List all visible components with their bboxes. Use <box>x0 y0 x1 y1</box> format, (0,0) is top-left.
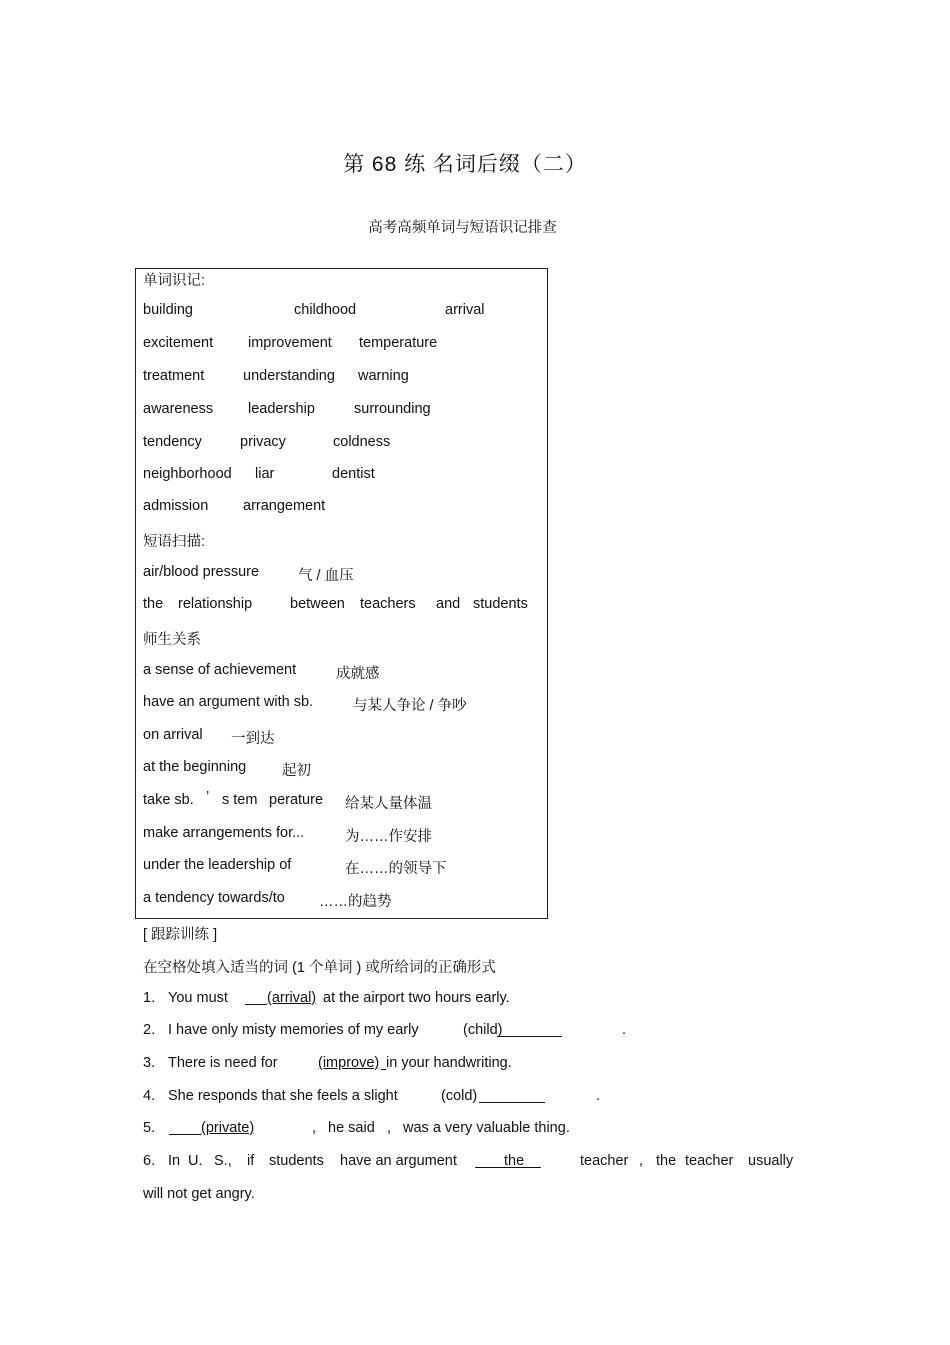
phrase-zh: 与某人争论 / 争吵 <box>353 698 467 714</box>
vocab-word: building <box>143 302 193 318</box>
vocab-word: excitement <box>143 335 214 351</box>
word-hint: (cold) <box>441 1088 478 1104</box>
vocab-word: coldness <box>333 434 391 450</box>
vocab-word: tendency <box>143 434 202 450</box>
phrase-zh: 师生关系 <box>143 632 201 648</box>
section-heading: [ 跟踪训练 ] <box>143 927 218 943</box>
phrase-en: under the leadership of <box>143 857 292 873</box>
answer-blank[interactable] <box>479 1088 545 1103</box>
vocab-word: warning <box>358 368 409 384</box>
question-text: at the airport two hours early. <box>323 990 510 1006</box>
phrase-en-part: ’ <box>206 789 210 805</box>
question-end: . <box>622 1022 627 1038</box>
phrase-zh: ……的趋势 <box>319 894 392 910</box>
question-text: was a very valuable thing. <box>403 1120 570 1136</box>
question-number: 6. <box>143 1153 156 1169</box>
question-text: There is need for <box>168 1055 278 1071</box>
question-word: usually <box>748 1153 794 1169</box>
vocab-word: understanding <box>243 368 335 384</box>
phrase-word: relationship <box>178 596 253 612</box>
phrase-en: air/blood pressure <box>143 564 260 580</box>
word-hint: (private) <box>201 1120 255 1136</box>
question-text: in your handwriting. <box>386 1055 512 1071</box>
question-text: You must <box>168 990 228 1006</box>
instruction-text: 在空格处填入适当的词 (1 个单词 ) 或所给词的正确形式 <box>143 960 496 976</box>
phrase-en-part: s tem <box>222 792 258 808</box>
phrase-en-part: take sb. <box>143 792 194 808</box>
question-text: She responds that she feels a slight <box>168 1088 398 1104</box>
vocab-word: neighborhood <box>143 466 232 482</box>
phrase-en-part: perature <box>269 792 324 808</box>
phrase-en: at the beginning <box>143 759 247 775</box>
question-word: teacher <box>580 1153 629 1169</box>
phrase-en: a sense of achievement <box>143 662 297 678</box>
phrase-zh: 一到达 <box>231 731 275 747</box>
phrase-en: a tendency towards/to <box>143 890 285 906</box>
phrase-word: and <box>436 596 461 612</box>
vocab-word: privacy <box>240 434 286 450</box>
question-text: he said <box>328 1120 375 1136</box>
question-word: students <box>269 1153 324 1169</box>
question-word: U. <box>188 1153 203 1169</box>
question-number: 4. <box>143 1088 156 1104</box>
page-subtitle: 高考高频单词与短语识记排查 <box>368 220 557 236</box>
vocab-word: liar <box>255 466 275 482</box>
vocab-word: awareness <box>143 401 214 417</box>
phrase-word: between <box>290 596 345 612</box>
phrase-zh: 给某人量体温 <box>345 796 432 812</box>
answer-blank[interactable] <box>497 1022 562 1037</box>
vocab-word: childhood <box>294 302 357 318</box>
question-word: teacher <box>685 1153 734 1169</box>
question-word: have an argument <box>340 1153 457 1169</box>
question-word: the <box>656 1153 677 1169</box>
word-hint: (child) <box>463 1022 503 1038</box>
question-text: , <box>387 1120 392 1136</box>
question-word: S., <box>214 1153 232 1169</box>
question-number: 2. <box>143 1022 156 1038</box>
word-hint: (improve) <box>318 1055 380 1071</box>
question-text: , <box>312 1120 317 1136</box>
phrase-zh: 成就感 <box>336 666 380 682</box>
vocab-heading: 单词识记: <box>143 273 206 289</box>
vocab-box <box>135 268 548 919</box>
phrase-zh: 起初 <box>282 763 311 779</box>
question-number: 5. <box>143 1120 156 1136</box>
page-title: 第 68 练 名词后缀（二） <box>343 153 587 176</box>
vocab-word: treatment <box>143 368 205 384</box>
question-word: if <box>247 1153 255 1169</box>
phrase-en: on arrival <box>143 727 203 743</box>
phrases-heading: 短语扫描: <box>143 534 206 550</box>
vocab-word: surrounding <box>354 401 431 417</box>
phrase-word: the <box>143 596 164 612</box>
phrase-zh: 在……的领导下 <box>345 861 447 877</box>
question-end: . <box>596 1088 601 1104</box>
filled-answer: the <box>504 1153 525 1169</box>
phrase-word: students <box>473 596 528 612</box>
phrase-zh: 气 / 血压 <box>298 568 354 584</box>
phrase-en: have an argument with sb. <box>143 694 314 710</box>
vocab-word: dentist <box>332 466 375 482</box>
phrase-en: make arrangements for... <box>143 825 305 841</box>
phrase-zh: 为……作安排 <box>345 829 432 845</box>
answer-blank[interactable] <box>169 1120 201 1135</box>
vocab-word: admission <box>143 498 209 514</box>
vocab-word: improvement <box>248 335 332 351</box>
vocab-word: leadership <box>248 401 315 417</box>
question-number: 1. <box>143 990 156 1006</box>
question-number: 3. <box>143 1055 156 1071</box>
question-text: will not get angry. <box>143 1186 255 1202</box>
vocab-word: arrangement <box>243 498 326 514</box>
question-word: In <box>168 1153 181 1169</box>
vocab-word: temperature <box>359 335 438 351</box>
question-word: , <box>639 1153 644 1169</box>
word-hint: (arrival) <box>267 990 317 1006</box>
question-text: I have only misty memories of my early <box>168 1022 419 1038</box>
answer-blank[interactable] <box>245 990 267 1005</box>
vocab-word: arrival <box>445 302 485 318</box>
phrase-word: teachers <box>360 596 416 612</box>
